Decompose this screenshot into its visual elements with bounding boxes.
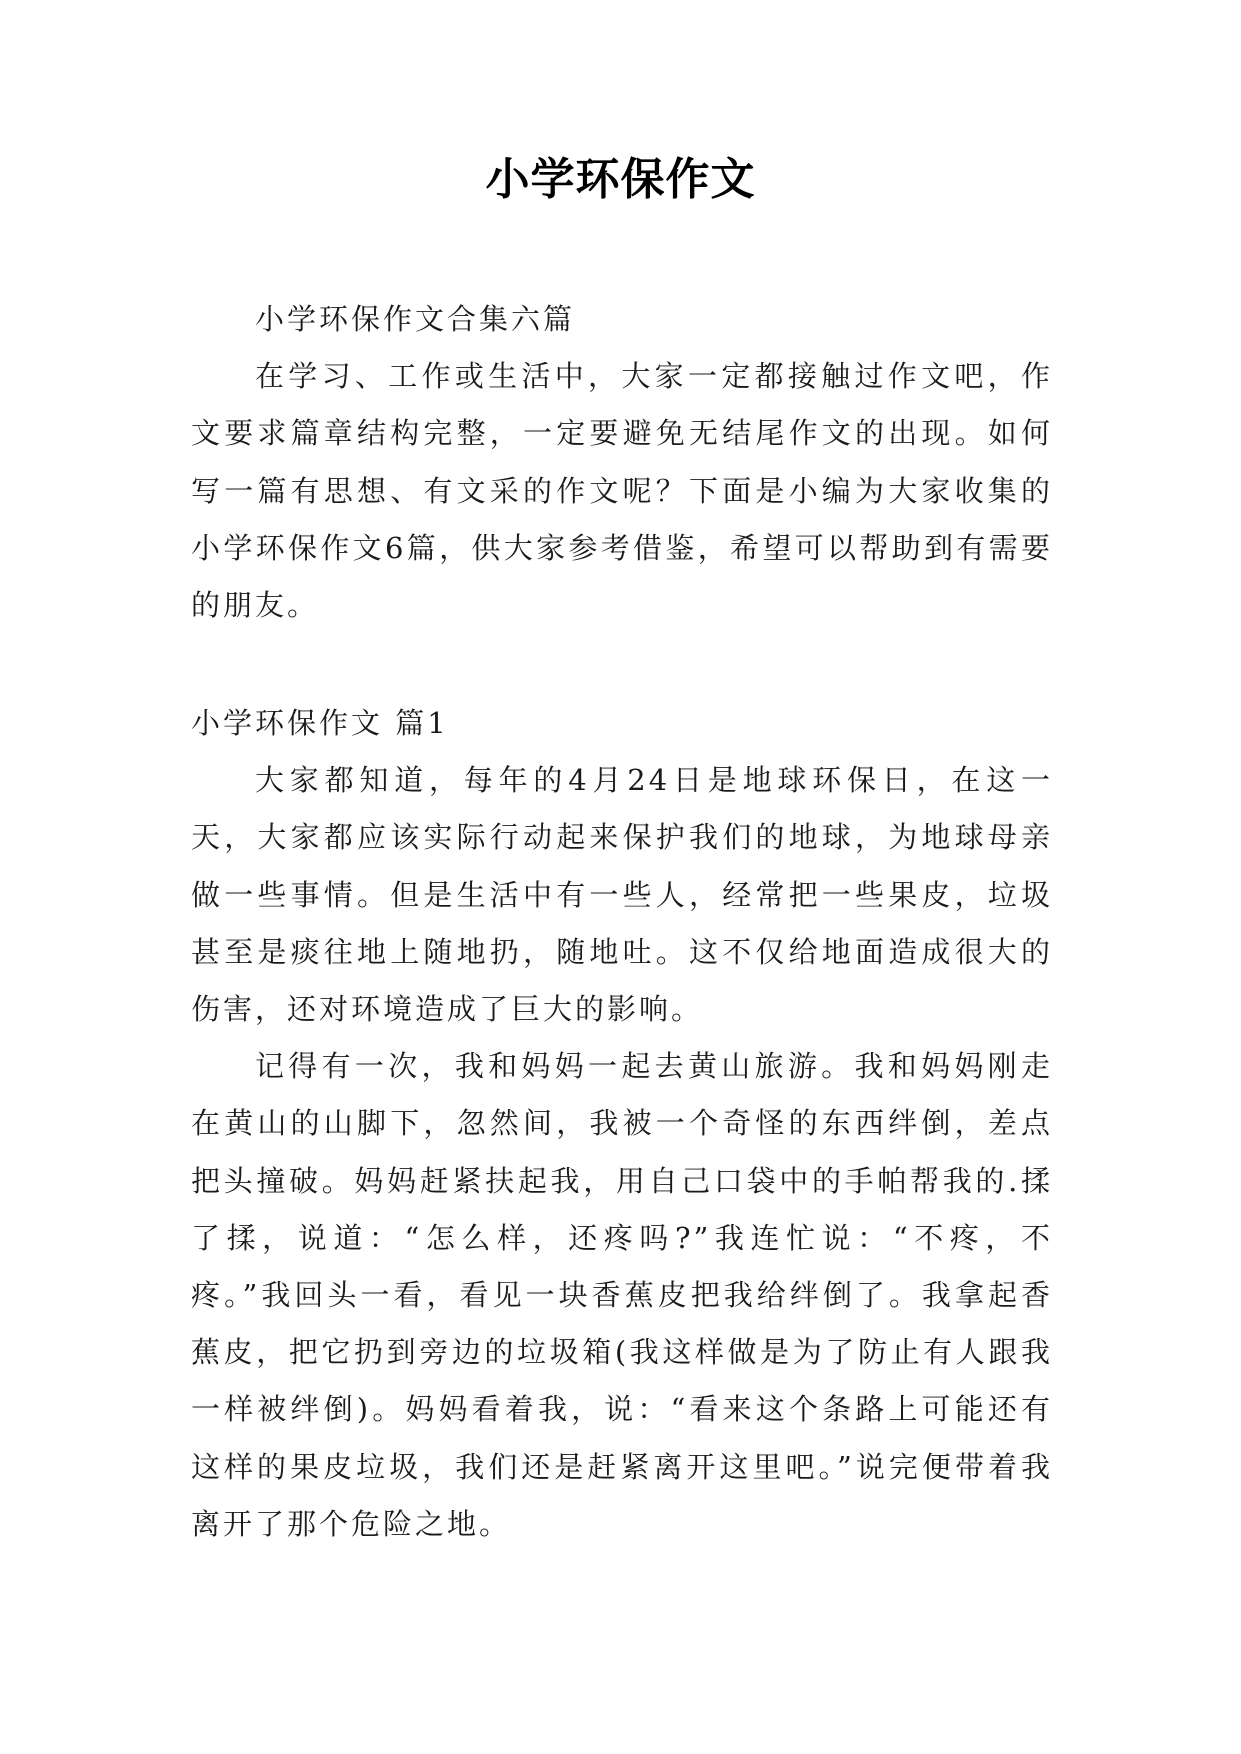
intro-section xyxy=(191,291,1053,634)
article-1-paragraph: 记得有一次，我和妈妈一起去黄山旅游。我和妈妈刚走在黄山的山脚下，忽然间，我被一个奇怪的东西绊倒，差点把头撞破。妈妈赶紧扶起我，用自己口袋中的手帕帮我的.揉了揉，说道：“怎么样，还疼吗?”我连忙说：“不疼，不疼。”我回头一看，看见一块香蕉皮把我给绊倒了。我拿起香蕉皮，把它扔到旁边的垃圾箱(我这样做是为了防止有人跟我一样被绊倒)。妈妈看着我，说：“看来这个条路上可能还有这样的果皮垃圾，我们还是赶紧离开这里吧。”说完便带着我离开了那个危险之地。 xyxy=(191,1049,1053,1541)
intro-subtitle: 小学环保作文合集六篇 xyxy=(255,302,576,336)
article-1-heading: 小学环保作文 篇1 xyxy=(191,706,449,740)
article-1-paragraph: 大家都知道，每年的4月24日是地球环保日，在这一天，大家都应该实际行动起来保护我们的地球，为地球母亲做一些事情。但是生活中有一些人，经常把一些果皮，垃圾甚至是痰往地上随地扔，随地吐。这不仅给地面造成很大的伤害，还对环境造成了巨大的影响。 xyxy=(191,763,1053,1027)
document-title: 小学环保作文 xyxy=(485,154,756,205)
intro-paragraph: 在学习、工作或生活中，大家一定都接触过作文吧，作文要求篇章结构完整，一定要避免无结尾作文的出现。如何写一篇有思想、有文采的作文呢？下面是小编为大家收集的小学环保作文6篇，供大家参考借鉴，希望可以帮助到有需要的朋友。 xyxy=(191,359,1053,623)
article-1-section xyxy=(191,695,1053,1553)
